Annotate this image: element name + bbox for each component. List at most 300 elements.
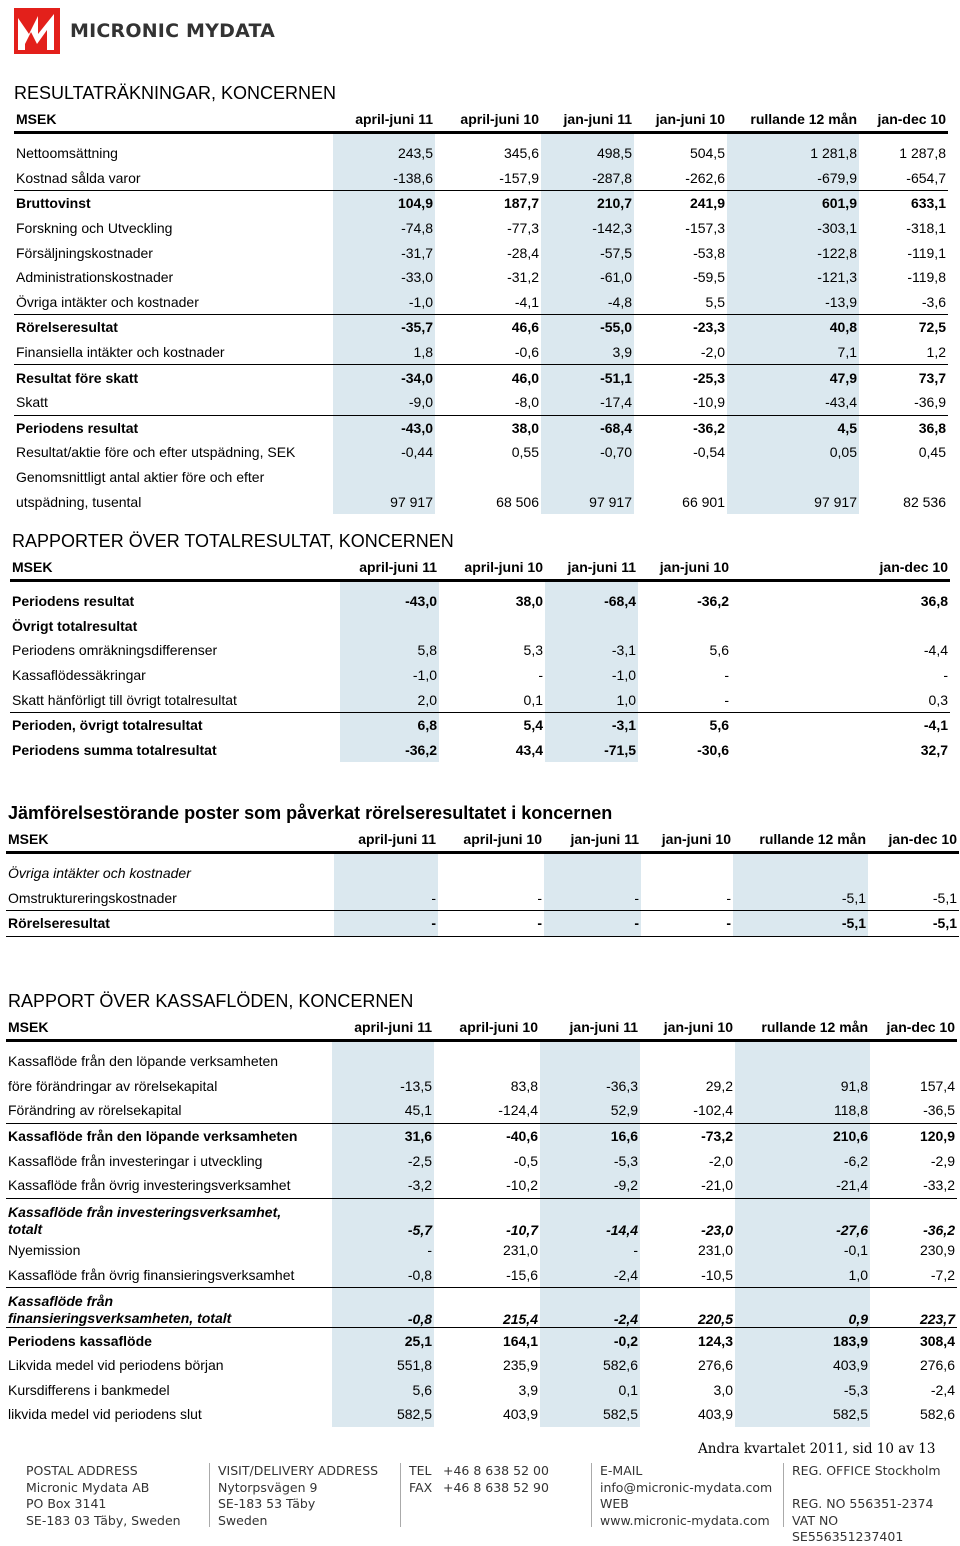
value-cell: -0,1: [735, 1238, 870, 1263]
nonrecurring-title: Jämförelsestörande poster som påverkat rörelseresultatet i koncernen: [8, 803, 613, 823]
column-header: jan-dec 10: [870, 1015, 957, 1041]
value-cell: -27,6: [735, 1198, 870, 1238]
footer-web-link[interactable]: www.micronic-mydata.com: [600, 1512, 770, 1528]
column-header: april-juni 10: [435, 107, 541, 133]
value-cell: -43,0: [333, 415, 435, 440]
value-cell: -17,4: [541, 390, 634, 415]
value-cell: -: [641, 911, 733, 937]
row-label: Resultat/aktie före och efter utspädning, SEK: [16, 444, 296, 461]
row-label: Övriga intäkter och kostnader: [16, 293, 199, 310]
row-label: Periodens resultat: [12, 593, 135, 610]
spacer-cell: [638, 581, 731, 590]
value-cell: 38,0: [515, 593, 543, 610]
value-cell: -: [334, 911, 438, 937]
table-row: [6, 1074, 957, 1099]
table-row: [14, 415, 948, 440]
value-cell: -2,9: [930, 1152, 955, 1169]
value-cell: [731, 687, 861, 712]
value-cell: -: [438, 911, 544, 937]
table-row: [14, 340, 948, 365]
column-header: rullande 12 mån: [735, 1015, 870, 1041]
value-cell: 582,5: [735, 1402, 870, 1427]
value-cell: -318,1: [906, 220, 946, 237]
value-cell: -1,0: [545, 663, 638, 688]
value-cell: -14,4: [540, 1198, 640, 1238]
value-cell: -654,7: [859, 166, 948, 191]
column-header: april-juni 10: [439, 555, 545, 581]
value-cell: 5,5: [705, 293, 725, 310]
value-cell: 551,8: [332, 1353, 434, 1378]
value-cell: -61,0: [541, 265, 634, 290]
value-cell: -31,2: [507, 269, 539, 286]
footer-email-label: E-MAIL: [600, 1463, 643, 1478]
value-cell: 276,6: [697, 1357, 733, 1374]
row-label: Kassaflöde från övrig finansieringsverksamhet: [6, 1263, 332, 1288]
value-cell: 66 901: [682, 493, 725, 510]
value-cell: -: [334, 886, 438, 911]
column-header: april-juni 10: [434, 1015, 540, 1041]
value-cell: [540, 1049, 640, 1074]
value-cell: [438, 861, 544, 886]
footer-phone: [400, 1463, 587, 1527]
value-cell: 120,9: [919, 1128, 955, 1145]
spacer-cell: [340, 581, 439, 590]
header-unit: MSEK: [6, 827, 334, 853]
value-cell: 601,9: [727, 191, 859, 216]
value-cell: [727, 465, 859, 490]
value-cell: 3,0: [713, 1381, 733, 1398]
header-unit: MSEK: [14, 107, 333, 133]
value-cell: 73,7: [859, 365, 948, 390]
value-cell: 582,5: [540, 1402, 640, 1427]
value-cell: -35,7: [333, 315, 435, 340]
table-row: [6, 1123, 957, 1148]
footer-visit-line: Nytorpsvägen 9: [218, 1479, 318, 1495]
comprehensive-title: RAPPORTER ÖVER TOTALRESULTAT, KONCERNEN: [12, 531, 454, 551]
value-cell: -13,5: [332, 1074, 434, 1099]
value-cell: [634, 465, 727, 490]
value-cell: -51,1: [541, 365, 634, 390]
row-label: Periodens kassaflöde: [8, 1332, 152, 1349]
value-cell: -119,8: [907, 269, 946, 286]
value-cell: -2,4: [930, 1381, 955, 1398]
value-cell: -3,1: [545, 712, 638, 737]
value-cell: 231,0: [697, 1242, 733, 1259]
value-cell: -10,5: [640, 1263, 735, 1288]
value-cell: 25,1: [332, 1328, 434, 1353]
value-cell: -2,0: [700, 344, 725, 361]
row-label: Omstruktureringskostnader: [6, 886, 334, 911]
spacer-cell: [727, 133, 859, 142]
value-cell: 633,1: [910, 195, 946, 212]
row-label: Periodens summa totalresultat: [12, 741, 217, 758]
spacer-cell: [6, 853, 334, 862]
row-label: Övriga intäkter och kostnader: [8, 865, 191, 882]
value-cell: -10,2: [434, 1173, 540, 1198]
spacer-cell: [870, 1041, 957, 1050]
value-cell: -2,4: [540, 1263, 640, 1288]
footer-fax-label: FAX: [409, 1479, 433, 1495]
table-row: [10, 663, 950, 688]
value-cell: -21,4: [735, 1173, 870, 1198]
table-row: [14, 216, 948, 241]
table-row: [6, 1353, 957, 1378]
value-cell: -5,1: [868, 886, 959, 911]
value-cell: 215,4: [434, 1288, 540, 1328]
column-header: jan-juni 11: [540, 1015, 640, 1041]
value-cell: -124,4: [434, 1098, 540, 1123]
table-row: [14, 440, 948, 465]
value-cell: -5,3: [540, 1148, 640, 1173]
value-cell: 45,1: [332, 1098, 434, 1123]
value-cell: 230,9: [919, 1242, 955, 1259]
column-header: april-juni 11: [333, 107, 435, 133]
value-cell: 2,0: [340, 687, 439, 712]
column-header: jan-juni 11: [545, 555, 638, 581]
value-cell: -36,2: [697, 593, 729, 610]
value-cell: 241,9: [689, 195, 725, 212]
table-row: [14, 489, 948, 514]
spacer-cell: [434, 1041, 540, 1050]
footer-postal-line: Micronic Mydata AB: [26, 1479, 150, 1495]
row-label: Resultat före skatt: [14, 365, 333, 390]
value-cell: 46,6: [435, 315, 541, 340]
table-row: [6, 1049, 957, 1074]
row-label: Rörelseresultat: [6, 911, 334, 937]
row-label: Försäljningskostnader: [16, 244, 153, 261]
table-row: [6, 1238, 957, 1263]
value-cell: 97 917: [541, 489, 634, 514]
table-row: [6, 1198, 957, 1238]
spacer-cell: [634, 133, 727, 142]
value-cell: -2,4: [540, 1288, 640, 1328]
value-cell: -33,0: [333, 265, 435, 290]
column-header: rullande 12 mån: [727, 107, 859, 133]
value-cell: -: [332, 1238, 434, 1263]
page-indicator: Andra kvartalet 2011, sid 10 av 13: [698, 1441, 936, 1457]
value-cell: -25,3: [634, 365, 727, 390]
spacer-cell: [731, 581, 861, 590]
footer-postal-line: SE-183 03 Täby, Sweden: [26, 1512, 181, 1528]
value-cell: [640, 1049, 735, 1074]
column-header: april-juni 11: [340, 555, 439, 581]
column-header: jan-juni 10: [641, 827, 733, 853]
footer-postal: [26, 1463, 206, 1527]
row-label: Övrigt totalresultat: [12, 617, 138, 634]
row-label: Skatt hänförligt till övrigt totalresultat: [10, 687, 340, 712]
spacer-cell: [14, 133, 333, 142]
value-cell: [435, 465, 541, 490]
value-cell: 1 281,8: [727, 141, 859, 166]
value-cell: 97 917: [727, 489, 859, 514]
value-cell: 83,8: [510, 1077, 538, 1094]
value-cell: -59,5: [693, 269, 725, 286]
value-cell: -3,2: [332, 1173, 434, 1198]
table-row: [14, 365, 948, 390]
value-cell: -13,9: [727, 290, 859, 315]
value-cell: -: [724, 667, 729, 684]
table-row: [14, 240, 948, 265]
table-row: [6, 1328, 957, 1353]
value-cell: -0,8: [332, 1263, 434, 1288]
spacer-cell: [733, 853, 868, 862]
column-header: jan-juni 11: [544, 827, 641, 853]
value-cell: -287,8: [541, 166, 634, 191]
footer-email-link[interactable]: info@micronic-mydata.com: [600, 1479, 773, 1495]
row-label: före förändringar av rörelsekapital: [8, 1077, 218, 1094]
value-cell: 1 287,8: [899, 145, 946, 162]
value-cell: 157,4: [919, 1077, 955, 1094]
cashflow-section: [6, 1015, 957, 1427]
footer-postal-heading: POSTAL ADDRESS: [26, 1463, 138, 1478]
value-cell: -4,4: [923, 642, 948, 659]
row-label: likvida medel vid periodens slut: [8, 1406, 202, 1423]
column-header: [731, 555, 861, 581]
value-cell: -2,5: [332, 1148, 434, 1173]
value-cell: 32,7: [920, 741, 948, 758]
value-cell: -10,9: [693, 394, 725, 411]
table-row: [14, 290, 948, 315]
table-row: [14, 141, 948, 166]
row-label: Kursdifferens i bankmedel: [8, 1381, 170, 1398]
value-cell: 210,7: [541, 191, 634, 216]
value-cell: -0,6: [514, 344, 539, 361]
value-cell: -119,1: [907, 244, 946, 261]
value-cell: 1,2: [926, 344, 946, 361]
spacer-cell: [438, 853, 544, 862]
value-cell: 0,1: [439, 687, 545, 712]
table-row: [6, 1288, 957, 1328]
table-row: [10, 589, 950, 614]
value-cell: 16,6: [540, 1123, 640, 1148]
footer-fax-number: +46 8 638 52 90: [443, 1479, 549, 1495]
value-cell: 29,2: [705, 1077, 733, 1094]
value-cell: -68,4: [541, 415, 634, 440]
column-header: jan-dec 10: [861, 555, 950, 581]
value-cell: 7,1: [727, 340, 859, 365]
value-cell: -10,7: [506, 1222, 538, 1239]
spacer-cell: [6, 1041, 332, 1050]
value-cell: 582,5: [332, 1402, 434, 1427]
value-cell: -102,4: [640, 1098, 735, 1123]
value-cell: -3,1: [545, 638, 638, 663]
value-cell: -5,1: [733, 886, 868, 911]
row-label-line: finansieringsverksamheten, totalt: [8, 1310, 232, 1327]
value-cell: -: [638, 687, 731, 712]
value-cell: 498,5: [541, 141, 634, 166]
value-cell: 5,4: [523, 717, 543, 734]
value-cell: -0,70: [541, 440, 634, 465]
value-cell: -23,3: [634, 315, 727, 340]
table-row: [10, 687, 950, 712]
table-row: [10, 738, 950, 763]
value-cell: 5,6: [709, 642, 729, 659]
row-label: Finansiella intäkter och kostnader: [16, 344, 225, 361]
value-cell: -5,7: [332, 1198, 434, 1238]
row-label: utspädning, tusental: [16, 493, 142, 510]
value-cell: -6,2: [735, 1148, 870, 1173]
value-cell: -34,0: [333, 365, 435, 390]
table-row: [6, 1377, 957, 1402]
value-cell: 4,5: [727, 415, 859, 440]
value-cell: -5,1: [868, 911, 959, 937]
footer-office: [783, 1463, 952, 1544]
row-label: Perioden, övrigt totalresultat: [12, 717, 203, 734]
value-cell: 220,5: [640, 1288, 735, 1328]
row-label: Kassaflöde från investeringar i utveckling: [8, 1152, 263, 1169]
value-cell: 3,9: [541, 340, 634, 365]
value-cell: [859, 465, 948, 490]
column-header: jan-juni 10: [638, 555, 731, 581]
value-cell: 1,0: [735, 1263, 870, 1288]
value-cell: 36,8: [920, 593, 948, 610]
value-cell: [641, 861, 733, 886]
spacer-cell: [640, 1041, 735, 1050]
value-cell: -157,3: [685, 220, 725, 237]
value-cell: [731, 663, 861, 688]
value-cell: [541, 465, 634, 490]
column-header: april-juni 11: [332, 1015, 434, 1041]
nonrecurring-table: [6, 827, 959, 937]
value-cell: -0,54: [693, 444, 725, 461]
value-cell: -31,7: [333, 240, 435, 265]
row-label: [6, 1288, 332, 1328]
value-cell: 31,6: [332, 1123, 434, 1148]
value-cell: 187,7: [503, 195, 539, 212]
row-label: Periodens omräkningsdifferenser: [12, 642, 218, 659]
value-cell: -: [544, 911, 641, 937]
comprehensive-section: [10, 555, 950, 762]
spacer-cell: [541, 133, 634, 142]
row-label: Kassaflöde från övrig investeringsverksamhet: [6, 1173, 332, 1198]
value-cell: -55,0: [541, 315, 634, 340]
table-row: [10, 712, 950, 737]
row-label: Kassaflödessäkringar: [12, 667, 146, 684]
value-cell: [544, 861, 641, 886]
spacer-cell: [735, 1041, 870, 1050]
footer-visit-heading: VISIT/DELIVERY ADDRESS: [218, 1463, 379, 1478]
row-label: Kassaflöde från den löpande verksamheten: [8, 1128, 298, 1145]
value-cell: 91,8: [735, 1074, 870, 1099]
value-cell: 72,5: [859, 315, 948, 340]
row-label-line: Kassaflöde från investeringsverksamhet,: [8, 1204, 282, 1221]
value-cell: 345,6: [503, 145, 539, 162]
value-cell: [731, 614, 861, 639]
value-cell: [731, 638, 861, 663]
value-cell: -28,4: [507, 244, 539, 261]
table-row: [10, 614, 950, 639]
table-row: [14, 191, 948, 216]
value-cell: -9,0: [333, 390, 435, 415]
income-table: [14, 107, 948, 514]
spacer-cell: [334, 853, 438, 862]
value-cell: -138,6: [333, 166, 435, 191]
value-cell: 40,8: [727, 315, 859, 340]
value-cell: -36,5: [870, 1098, 957, 1123]
value-cell: -1,0: [333, 290, 435, 315]
value-cell: 276,6: [919, 1357, 955, 1374]
value-cell: [439, 614, 545, 639]
value-cell: 82 536: [903, 493, 946, 510]
value-cell: 582,6: [540, 1353, 640, 1378]
value-cell: [868, 861, 959, 886]
value-cell: 97 917: [333, 489, 435, 514]
column-header: jan-dec 10: [868, 827, 959, 853]
table-row: [6, 1263, 957, 1288]
value-cell: -: [438, 886, 544, 911]
value-cell: -73,2: [701, 1128, 733, 1145]
value-cell: [332, 1049, 434, 1074]
table-row: [6, 1148, 957, 1173]
value-cell: 0,45: [918, 444, 946, 461]
value-cell: -121,3: [727, 265, 859, 290]
column-header: jan-juni 11: [541, 107, 634, 133]
value-cell: [870, 1049, 957, 1074]
value-cell: 5,6: [332, 1377, 434, 1402]
spacer-cell: [859, 133, 948, 142]
value-cell: 223,7: [870, 1288, 957, 1328]
table-row: [6, 1402, 957, 1427]
value-cell: -: [641, 886, 733, 911]
spacer-cell: [435, 133, 541, 142]
cashflow-title: RAPPORT ÖVER KASSAFLÖDEN, KONCERNEN: [8, 991, 414, 1011]
value-cell: 243,5: [333, 141, 435, 166]
value-cell: -0,44: [333, 440, 435, 465]
row-label: Likvida medel vid periodens början: [8, 1357, 224, 1374]
value-cell: [731, 712, 861, 737]
footer-postal-line: PO Box 3141: [26, 1496, 107, 1511]
value-cell: -15,6: [434, 1263, 540, 1288]
value-cell: 1,8: [333, 340, 435, 365]
value-cell: -1,0: [340, 663, 439, 688]
value-cell: -74,8: [333, 216, 435, 241]
table-row: [14, 265, 948, 290]
value-cell: 38,0: [435, 415, 541, 440]
table-row: [6, 886, 959, 911]
value-cell: [731, 738, 861, 763]
footer-visit-line: SE-183 53 Täby: [218, 1496, 316, 1511]
value-cell: -36,2: [634, 415, 727, 440]
value-cell: -142,3: [541, 216, 634, 241]
value-cell: 1,0: [545, 687, 638, 712]
value-cell: 504,5: [689, 145, 725, 162]
footer-tel-number: +46 8 638 52 00: [443, 1463, 549, 1478]
value-cell: 0,55: [511, 444, 539, 461]
row-label: Rörelseresultat: [14, 315, 333, 340]
value-cell: -43,4: [727, 390, 859, 415]
spacer-cell: [641, 853, 733, 862]
value-cell: -0,8: [332, 1288, 434, 1328]
value-cell: -53,8: [693, 244, 725, 261]
value-cell: -7,2: [870, 1263, 957, 1288]
value-cell: -262,6: [634, 166, 727, 191]
value-cell: 124,3: [697, 1332, 733, 1349]
header-unit: MSEK: [6, 1015, 332, 1041]
table-row: [14, 465, 948, 490]
nonrecurring-section: [6, 827, 959, 937]
value-cell: -71,5: [545, 738, 638, 763]
value-cell: 5,6: [709, 717, 729, 734]
value-cell: [861, 614, 950, 639]
micronic-logo-icon: [14, 8, 60, 54]
row-label: Skatt: [16, 394, 48, 411]
table-row: [10, 638, 950, 663]
spacer-cell: [861, 581, 950, 590]
spacer-cell: [10, 581, 340, 590]
row-label: Genomsnittligt antal aktier före och efter: [16, 469, 265, 486]
value-cell: 104,9: [333, 191, 435, 216]
column-header: jan-juni 10: [640, 1015, 735, 1041]
